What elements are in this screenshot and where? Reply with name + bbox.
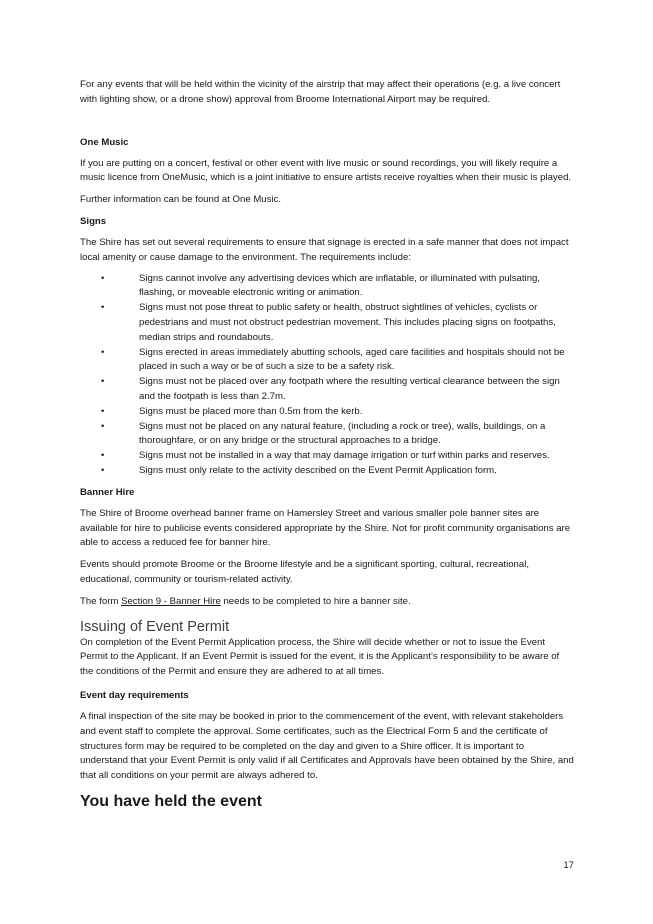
page-content xyxy=(80,78,574,812)
bullet-icon: • xyxy=(101,272,105,284)
bullet-icon: • xyxy=(101,450,105,462)
list-item: • Signs must not be placed over any footpath where the resulting vertical clearance between the sign and the footpath is less than 2.7m. xyxy=(101,376,560,402)
bullet-icon: • xyxy=(101,302,105,314)
signs-requirements-list xyxy=(80,272,574,479)
bullet-icon: • xyxy=(101,376,105,388)
banner-hire-form-link[interactable]: Section 9 - Banner Hire xyxy=(121,595,221,607)
banner-hire-form-paragraph: The form Section 9 - Banner Hire needs to be completed to hire a banner site. xyxy=(80,595,411,607)
list-item: • Signs cannot involve any advertising devices which are inflatable, or illuminated with pulsating, flashing, or moveable electronic writing or animation. xyxy=(101,272,541,299)
list-item: • Signs must only relate to the activity described on the Event Permit Application form. xyxy=(80,464,574,479)
list-item: • Signs must be placed more than 0.5m from the kerb. xyxy=(80,405,574,420)
list-item: • Signs erected in areas immediately abutting schools, aged care facilities and hospitals should not be placed in such a way or be of such a size to be a safety risk. xyxy=(101,346,565,373)
banner-hire-heading: Banner Hire xyxy=(80,486,135,498)
event-day-paragraph: A final inspection of the site may be booked in prior to the commencement of the event, with relevant stakeholders and event staff to complete the approval. Some certificates, such as the Electrical Form 5 and the certificate of structures form may be required to be completed on the day and given to a Shire officer. It is important to understand that your Event Permit is only valid if all Certificates and Approvals have been obtained by the Shire, and that all conditions on your permit are always adhered to. xyxy=(80,710,574,782)
held-event-heading: You have held the event xyxy=(80,792,262,810)
list-item: • Signs must not be placed on any natural feature, (including a rock or tree), walls, buildings, on a thoroughfare, or on any bridge or the structural approaches to a bridge. xyxy=(101,420,546,447)
airstrip-paragraph: For any events that will be held within the vicinity of the airstrip that may affect their operations (e.g. a live concert with lighting show, or a drone show) approval from Broome International Airport may be required. xyxy=(80,79,561,105)
signs-intro: The Shire has set out several requirements to ensure that signage is erected in a safe manner that does not impact local amenity or cause damage to the environment. The requirements include: xyxy=(80,236,569,263)
bullet-icon: • xyxy=(101,420,105,432)
one-music-further-info: Further information can be found at One Music. xyxy=(80,194,282,206)
bullet-icon: • xyxy=(101,405,105,417)
list-item: • Signs must not be installed in a way that may damage irrigation or turf within parks and reserves. xyxy=(80,449,574,464)
list-item: • Signs must not pose threat to public safety or health, obstruct sightlines of vehicles, cyclists or pedestrians and must not obstruct pedestrian movement. This includes placing signs on footpaths, median strips and roundabouts. xyxy=(101,302,556,343)
banner-hire-paragraph: The Shire of Broome overhead banner frame on Hamersley Street and various smaller pole banner sites are available for hire to publicise events considered appropriate by the Shire. Not for profit community organisations are able to access a reduced fee for banner hire. xyxy=(80,507,571,549)
one-music-heading: One Music xyxy=(80,136,129,148)
bullet-icon: • xyxy=(101,464,105,476)
one-music-paragraph: If you are putting on a concert, festival or other event with live music or sound recordings, you will likely require a music licence from OneMusic, which is a joint initiative to ensure artists receive royalties when their music is played. xyxy=(80,157,572,184)
signs-heading: Signs xyxy=(80,215,107,227)
bullet-icon: • xyxy=(101,346,105,358)
issuing-permit-paragraph: On completion of the Event Permit Application process, the Shire will decide whether or not to issue the Event Permit to the Applicant. If an Event Permit is issued for the event, it is the Applicant’s responsibility to be aware of the conditions of the Permit and ensure they are adhered to at all times. xyxy=(80,636,560,678)
page-number: 17 xyxy=(563,860,574,871)
event-day-heading: Event day requirements xyxy=(80,689,189,701)
banner-hire-promote-paragraph: Events should promote Broome or the Broome lifestyle and be a significant sporting, cultural, recreational, educational, community or tourism-related activity. xyxy=(80,559,530,585)
issuing-permit-heading: Issuing of Event Permit xyxy=(80,618,230,635)
